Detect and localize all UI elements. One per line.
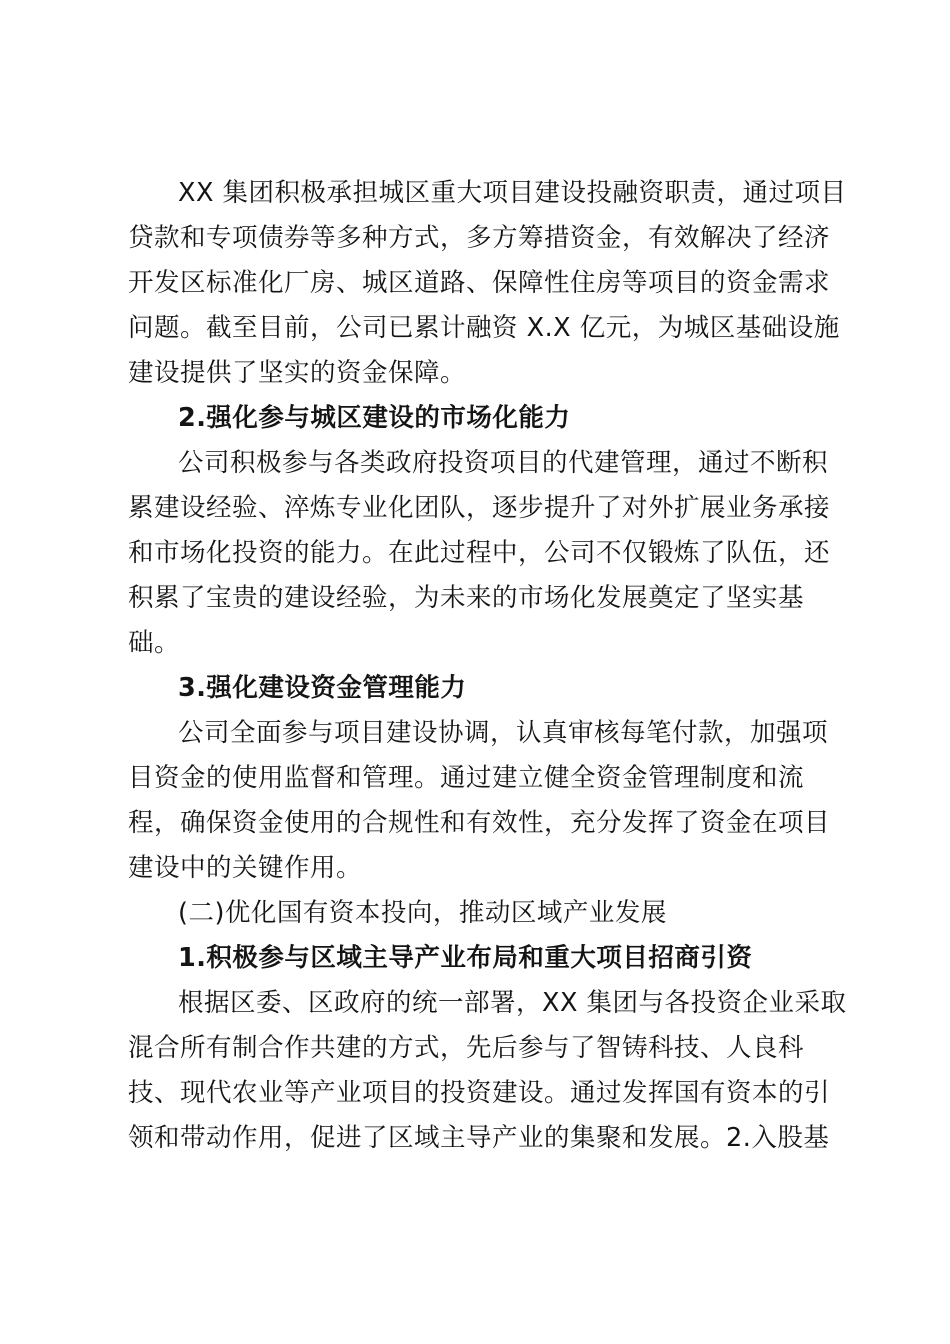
paragraph-industry-line-4: 领和带动作用，促进了区域主导产业的集聚和发展。2.入股基 bbox=[128, 1123, 830, 1153]
paragraph-fund-line-4: 建设中的关键作用。 bbox=[128, 853, 363, 883]
paragraph-financing-line-3: 开发区标准化厂房、城区道路、保障性住房等项目的资金需求 bbox=[128, 268, 831, 298]
paragraph-financing-line-1: XX 集团积极承担城区重大项目建设投融资职责，通过项目 bbox=[178, 178, 847, 208]
paragraph-market-line-4: 积累了宝贵的建设经验，为未来的市场化发展奠定了坚实基 bbox=[128, 583, 805, 613]
section-heading-capital-allocation: (二)优化国有资本投向，推动区域产业发展 bbox=[178, 898, 667, 928]
heading-market-capability: 2.强化参与城区建设的市场化能力 bbox=[178, 403, 571, 433]
paragraph-industry-line-2: 混合所有制合作共建的方式，先后参与了智铸科技、人良科 bbox=[128, 1033, 805, 1063]
paragraph-fund-line-2: 目资金的使用监督和管理。通过建立健全资金管理制度和流 bbox=[128, 763, 805, 793]
paragraph-market-line-2: 累建设经验、淬炼专业化团队，逐步提升了对外扩展业务承接 bbox=[128, 493, 831, 523]
paragraph-industry-line-3: 技、现代农业等产业项目的投资建设。通过发挥国有资本的引 bbox=[128, 1078, 831, 1108]
paragraph-fund-line-1: 公司全面参与项目建设协调，认真审核每笔付款，加强项 bbox=[178, 718, 829, 748]
heading-fund-management: 3.强化建设资金管理能力 bbox=[178, 673, 467, 703]
paragraph-fund-line-3: 程，确保资金使用的合规性和有效性，充分发挥了资金在项目 bbox=[128, 808, 831, 838]
paragraph-financing-line-4: 问题。截至目前，公司已累计融资 X.X 亿元，为城区基础设施 bbox=[128, 313, 840, 343]
paragraph-market-line-5: 础。 bbox=[128, 628, 181, 658]
paragraph-market-line-3: 和市场化投资的能力。在此过程中，公司不仅锻炼了队伍，还 bbox=[128, 538, 831, 568]
paragraph-financing-line-5: 建设提供了坚实的资金保障。 bbox=[128, 358, 467, 388]
heading-industry-layout: 1.积极参与区域主导产业布局和重大项目招商引资 bbox=[178, 943, 753, 973]
paragraph-financing-line-2: 贷款和专项债券等多种方式，多方筹措资金，有效解决了经济 bbox=[128, 223, 831, 253]
paragraph-industry-line-1: 根据区委、区政府的统一部署，XX 集团与各投资企业采取 bbox=[178, 988, 847, 1018]
paragraph-market-line-1: 公司积极参与各类政府投资项目的代建管理，通过不断积 bbox=[178, 448, 829, 478]
